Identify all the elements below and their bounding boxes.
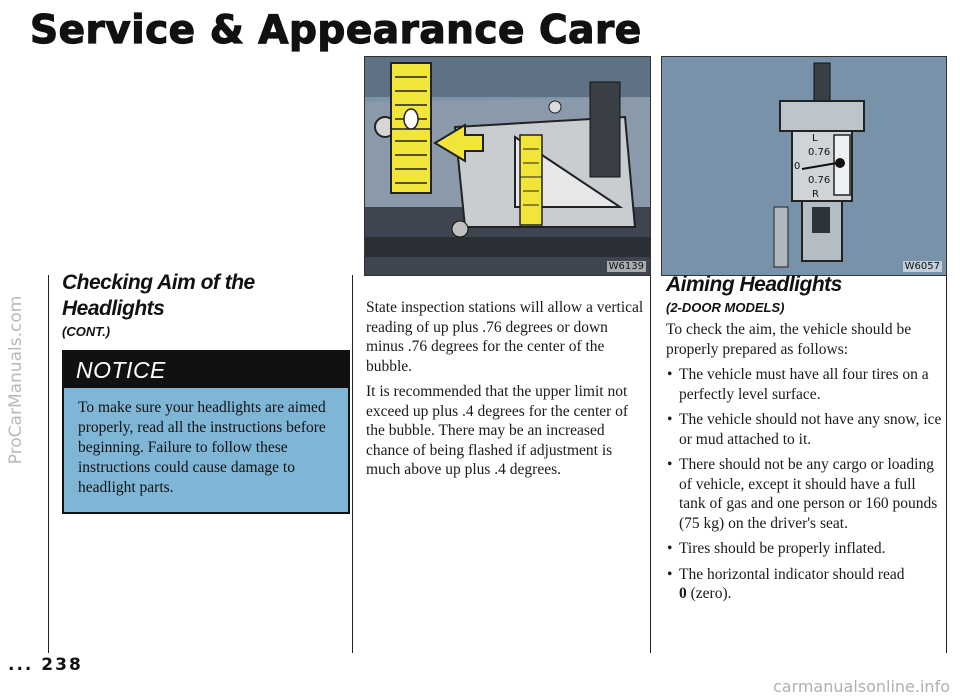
right-column [666,272,944,610]
horizontal-indicator-figure [661,56,947,276]
bullet: • [667,366,673,383]
column-rule [48,275,49,653]
indicator-label-l: L [812,133,818,144]
indicator-label-upper: 0.76 [808,147,831,158]
list-item [666,539,944,559]
section-subheading: (CONT.) [62,324,111,339]
zero-suffix: (zero). [690,585,732,602]
bullet: • [667,456,673,473]
section-subheading: (2-DOOR MODELS) [666,300,785,315]
indicator-label-r: R [812,189,819,200]
indicator-label-zero: 0 [794,161,801,172]
page-title: Service & Appearance Care [30,8,642,53]
bullet: • [667,540,673,557]
watermark-side [0,210,32,550]
figure-code: W6139 [608,261,644,272]
headlamp-level-figure [364,56,651,276]
notice-title: NOTICE [64,352,348,388]
list-item-text: There should not be any cargo or loading of vehicle, except it should have a full tank of gas and one person or 160 pounds (75 kg) on the driver's seat. [679,456,938,532]
indicator-label-lower: 0.76 [808,175,831,186]
middle-column [366,298,646,486]
horizontal-indicator-illustration [662,57,946,275]
notice-box [62,350,350,514]
list-item-text: The horizontal indicator should read [679,565,905,583]
left-column [62,270,347,514]
paragraph: State inspection stations will allow a vertical reading of up plus .76 degrees or down minus .76 degrees for the center of the bubble. [366,299,644,375]
list-item [666,410,944,449]
page-number: ... 238 [8,655,83,675]
headlamp-illustration [365,57,650,275]
notice-body: To make sure your headlights are aimed properly, read all the instructions before beginning. Failure to follow these instructions could cause damage to headlight parts. [64,388,348,512]
watermark-bottom: carmanualsonline.info [772,677,950,696]
section-heading: Aiming Headlights [666,273,842,296]
column-rule [650,275,651,653]
zero-value: 0 [679,585,687,602]
paragraph: It is recommended that the upper limit not exceed up plus .4 degrees for the center of the bubble. There may be an increased chance of being flashed if adjustment is much above up plus .4 degrees. [366,383,629,478]
list-item-text: The vehicle should not have any snow, ice or mud attached to it. [679,411,942,448]
list-item [666,365,944,404]
column-rule [352,275,353,653]
bullet: • [667,565,673,583]
watermark-side-text: ProCarManuals.com [6,295,26,465]
column-rule [946,275,947,653]
prep-list [666,365,944,604]
intro-paragraph: To check the aim, the vehicle should be properly prepared as follows: [666,321,912,358]
bullet: • [667,411,673,428]
list-item [666,455,944,533]
list-item-text: The vehicle must have all four tires on a perfectly level surface. [679,366,929,403]
list-item-text: Tires should be properly inflated. [679,540,886,557]
section-heading: Checking Aim of the Headlights [62,271,255,320]
list-item [666,565,944,604]
figure-code: W6057 [904,261,940,272]
